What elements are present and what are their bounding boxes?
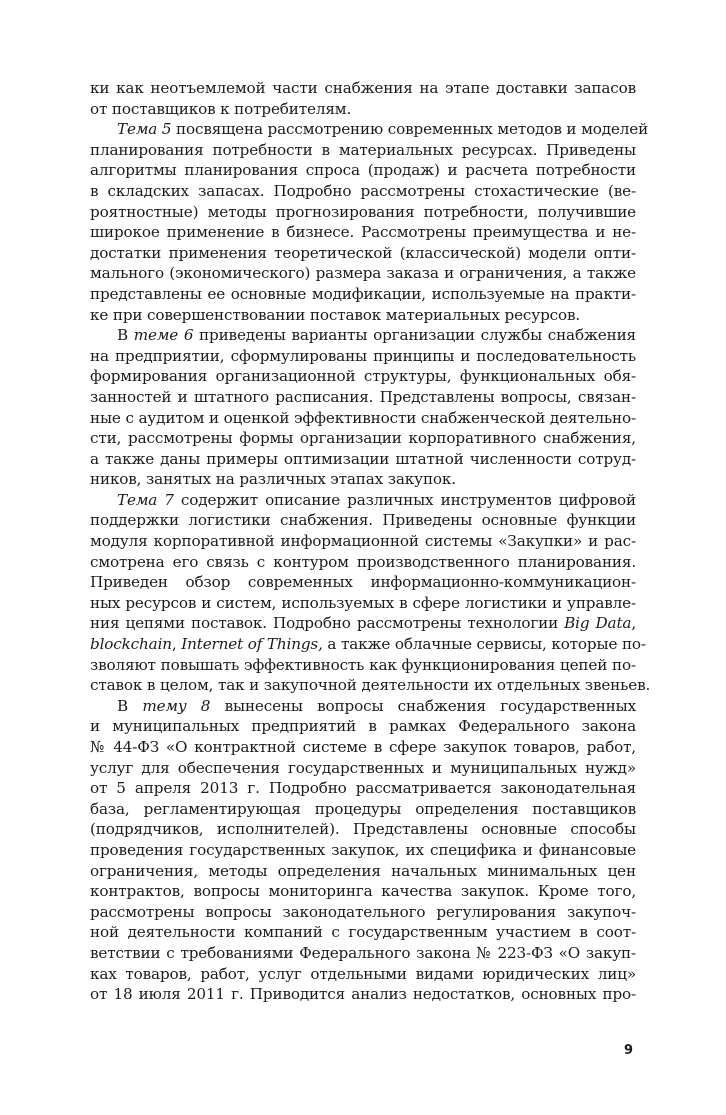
text-line: мального (экономического) размера заказа и ограничения, а также [90,264,636,283]
text-line: ках товаров, работ, услуг отдельными видами юридических лиц» [90,964,636,983]
text-line: планирования потребности в материальных ресурсах. Приведены [90,140,636,159]
text-line: В теме 6 приведены варианты организации службы снабжения [117,326,636,345]
text-line: зволяют повышать эффективность как функционирования цепей по- [90,655,636,674]
term-internet-of-things: Internet of Things [181,635,319,654]
text-line: В тему 8 вынесены вопросы снабжения государственных [117,696,636,715]
text-line: и муниципальных предприятий в рамках Федерального закона [90,717,636,736]
paragraph-continuation [90,78,636,119]
text-line: проведения государственных закупок, их специфика и финансовые [90,840,636,859]
text-line: Приведен обзор современных информационно-коммуникацион- [90,573,636,592]
text-line: поддержки логистики снабжения. Приведены основные функции [90,511,636,530]
text-line: роятностные) методы прогнозирования потребности, получившие [90,202,636,221]
text-line: № 44-ФЗ «О контрактной системе в сфере закупок товаров, работ, [90,738,636,756]
paragraph-topic-7 [90,490,651,696]
text-line: (подрядчиков, исполнителей). Представлены основные способы [90,820,636,839]
text-line: ки как неотъемлемой части снабжения на этапе доставки запасов [90,79,636,97]
text-line: ные с аудитом и оценкой эффективности снабженческой деятельно- [90,408,636,427]
text-line: на предприятии, сформулированы принципы и последовательность [90,346,636,365]
text-line: широкое применение в бизнесе. Рассмотрены преимущества и не- [90,223,636,242]
text-line: ной деятельности компаний с государственным участием в соот- [90,923,636,942]
topic-ref: Тема 7 [117,490,174,509]
paragraph-topic-8 [90,696,636,1005]
text-line: а также даны примеры оптимизации штатной численности сотруд- [90,449,636,468]
text-line: ния цепями поставок. Подробно рассмотрены технологии Big Data, [90,614,636,633]
topic-ref: тему 8 [142,696,211,715]
text-line: услуг для обеспечения государственных и муниципальных нужд» [90,758,636,777]
text-line: модуля корпоративной информационной системы «Закупки» и рас- [90,532,636,551]
text-line: ограничения, методы определения начальных минимальных цен [90,861,636,880]
topic-ref: Тема 5 [117,120,172,139]
paragraph-topic-5 [90,119,649,325]
page-number: 9 [623,1043,633,1058]
text-line: представлены ее основные модификации, используемые на практи- [90,284,636,303]
text-line: Тема 7 содержит описание различных инструментов цифровой [117,490,637,509]
text-line: blockchain, Internet of Things, а также облачные сервисы, которые по- [90,635,646,654]
text-line: контрактов, вопросы мониторинга качества закупок. Кроме того, [90,882,636,901]
text-line: ставок в целом, так и закупочной деятельности их отдельных звеньев. [90,676,651,695]
text-line: от 18 июля 2011 г. Приводится анализ недостатков, основных про- [90,985,636,1004]
topic-ref: теме 6 [133,326,194,345]
text-line: база, регламентирующая процедуры определения поставщиков [90,799,636,818]
text-line: от 5 апреля 2013 г. Подробно рассматривается законодательная [90,779,636,798]
text-line: формирования организационной структуры, функциональных обя- [90,367,636,386]
text-line: ке при совершенствовании поставок материальных ресурсов. [90,305,581,324]
text-line: алгоритмы планирования спроса (продаж) и расчета потребности [90,161,636,180]
text-line: рассмотрены вопросы законодательного регулирования закупоч- [90,902,636,921]
text-line: ветствии с требованиями Федерального закона № 223-ФЗ «О закуп- [90,943,636,962]
text-line: достатки применения теоретической (классической) модели опти- [90,243,636,262]
text-line: смотрена его связь с контуром производственного планирования. [90,552,636,571]
term-blockchain: blockchain [90,635,172,654]
text-line: ных ресурсов и систем, используемых в сфере логистики и управле- [90,593,636,612]
text-line: в складских запасах. Подробно рассмотрены стохастические (ве- [90,181,636,200]
term-big-data: Big Data [564,614,632,633]
text-line: от поставщиков к потребителям. [90,99,352,118]
text-line: ников, занятых на различных этапах закупок. [90,470,456,489]
text-line: Тема 5 посвящена рассмотрению современных методов и моделей [117,120,649,139]
page-body [90,78,651,1005]
text-line: сти, рассмотрены формы организации корпоративного снабжения, [90,429,636,448]
paragraph-topic-6 [90,325,636,490]
text-line: занностей и штатного расписания. Представлены вопросы, связан- [90,387,636,406]
